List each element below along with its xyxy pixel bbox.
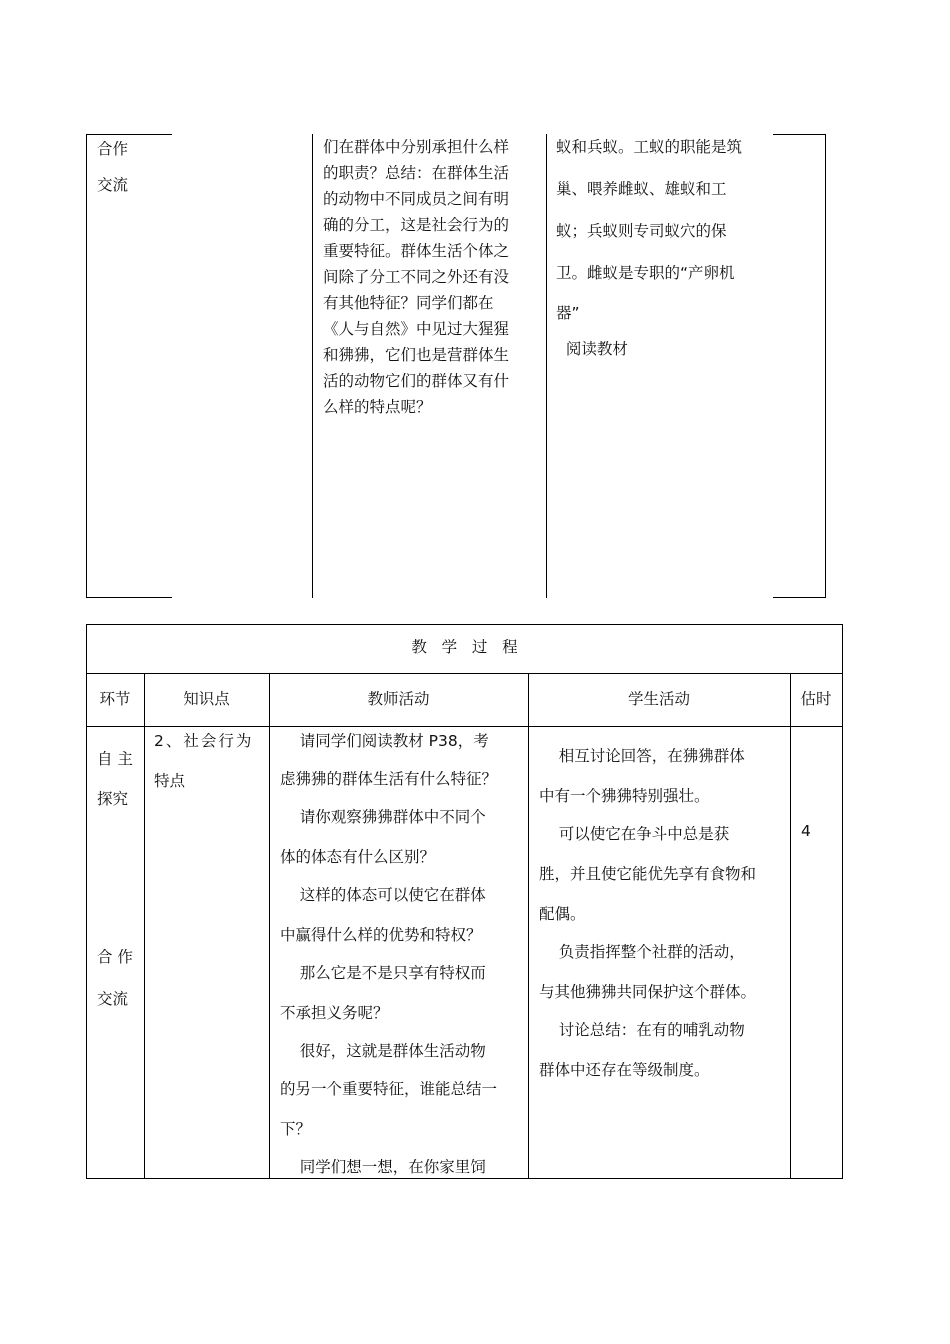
top-table-border-top-left (86, 134, 172, 135)
teacher-line: 虑狒狒的群体生活有什么特征？ (280, 770, 498, 788)
text-line: 确的分工，这是社会行为的 (323, 216, 510, 234)
student-line: 胜，并且使它能优先享有食物和 (539, 865, 757, 883)
header-stage: 环节 (99, 690, 131, 708)
text-line: 活的动物它们的群体又有什 (323, 372, 510, 390)
teacher-line: 体的体态有什么区别？ (280, 848, 436, 866)
teacher-line: 的另一个重要特征，谁能总结一 (280, 1080, 498, 1098)
col-sep-3 (528, 673, 529, 1179)
text-line: 重要特征。群体生活个体之 (323, 242, 510, 260)
student-line: 负责指挥整个社群的活动， (539, 943, 745, 961)
knowledge-line: 2、社会行为 (154, 732, 254, 750)
header-student-activity: 学生活动 (627, 690, 690, 708)
text-line: 的职责？总结：在群体生活 (323, 164, 510, 182)
text-line: 蚁和兵蚁。工蚁的职能是筑 (556, 138, 743, 156)
table-border-right (842, 624, 843, 1179)
teacher-line: 这样的体态可以使它在群体 (280, 886, 486, 904)
header-teacher-activity: 教师活动 (367, 690, 430, 708)
student-line: 讨论总结：在有的哺乳动物 (539, 1021, 745, 1039)
text-line: 阅读教材 (556, 340, 628, 358)
text-line: 么样的特点呢？ (323, 398, 432, 416)
top-table-border-right (825, 134, 826, 598)
text-line: 卫。雌蚁是专职的“产卵机 (556, 264, 735, 282)
title-row-separator (86, 673, 843, 674)
top-stage-label-1: 合作 (97, 140, 129, 158)
knowledge-line: 特点 (154, 772, 186, 790)
text-line: 的动物中不同成员之间有明 (323, 190, 510, 208)
text-line: 有其他特征？同学们都在 (323, 294, 494, 312)
top-table-border-bottom-right (773, 597, 826, 598)
text-line: 蚁；兵蚁则专司蚁穴的保 (556, 222, 727, 240)
teacher-line: 那么它是不是只享有特权而 (280, 964, 486, 982)
top-table-col-sep-1 (312, 134, 313, 598)
text-line: 和狒狒，它们也是营群体生 (323, 346, 510, 364)
top-table-border-top-right (773, 134, 826, 135)
teacher-line: 请你观察狒狒群体中不同个 (280, 808, 486, 826)
table-border-top (86, 624, 843, 625)
text-line: 器” (556, 304, 580, 322)
teacher-line: 不承担义务呢？ (280, 1004, 389, 1022)
stage-line: 探究 (97, 790, 129, 808)
top-stage-label-2: 交流 (97, 176, 129, 194)
teacher-line: 同学们想一想，在你家里饲 (280, 1158, 486, 1176)
teacher-line: 请同学们阅读教材 P38，考 (280, 732, 489, 750)
stage-line: 合 作 (97, 948, 133, 966)
teacher-line: 中赢得什么样的优势和特权？ (280, 926, 482, 944)
text-line: 巢、喂养雌蚁、雄蚁和工 (556, 180, 727, 198)
text-line: 们在群体中分别承担什么样 (323, 138, 510, 156)
top-table-border-left (86, 134, 87, 598)
text-line: 《人与自然》中见过大猩猩 (323, 320, 510, 338)
top-table-border-bottom-left (86, 597, 172, 598)
student-line: 相互讨论回答，在狒狒群体 (539, 747, 745, 765)
top-table-col-sep-2 (546, 134, 547, 598)
student-line: 可以使它在争斗中总是获 (539, 825, 730, 843)
student-line: 中有一个狒狒特别强壮。 (539, 787, 710, 805)
stage-line: 自 主 (97, 750, 133, 768)
teacher-line: 很好，这就是群体生活动物 (280, 1042, 486, 1060)
col-sep-4 (790, 673, 791, 1179)
table-title: 教 学 过 程 (411, 638, 518, 656)
student-line: 与其他狒狒共同保护这个群体。 (539, 983, 757, 1001)
header-time: 估时 (800, 690, 832, 708)
stage-line: 交流 (97, 990, 129, 1008)
col-sep-1 (144, 673, 145, 1179)
col-sep-2 (269, 673, 270, 1179)
student-line: 配偶。 (539, 905, 586, 923)
header-knowledge: 知识点 (183, 690, 230, 708)
estimated-time: 4 (801, 822, 811, 840)
text-line: 间除了分工不同之外还有没 (323, 268, 510, 286)
teacher-line: 下？ (280, 1120, 312, 1138)
student-line: 群体中还存在等级制度。 (539, 1061, 710, 1079)
